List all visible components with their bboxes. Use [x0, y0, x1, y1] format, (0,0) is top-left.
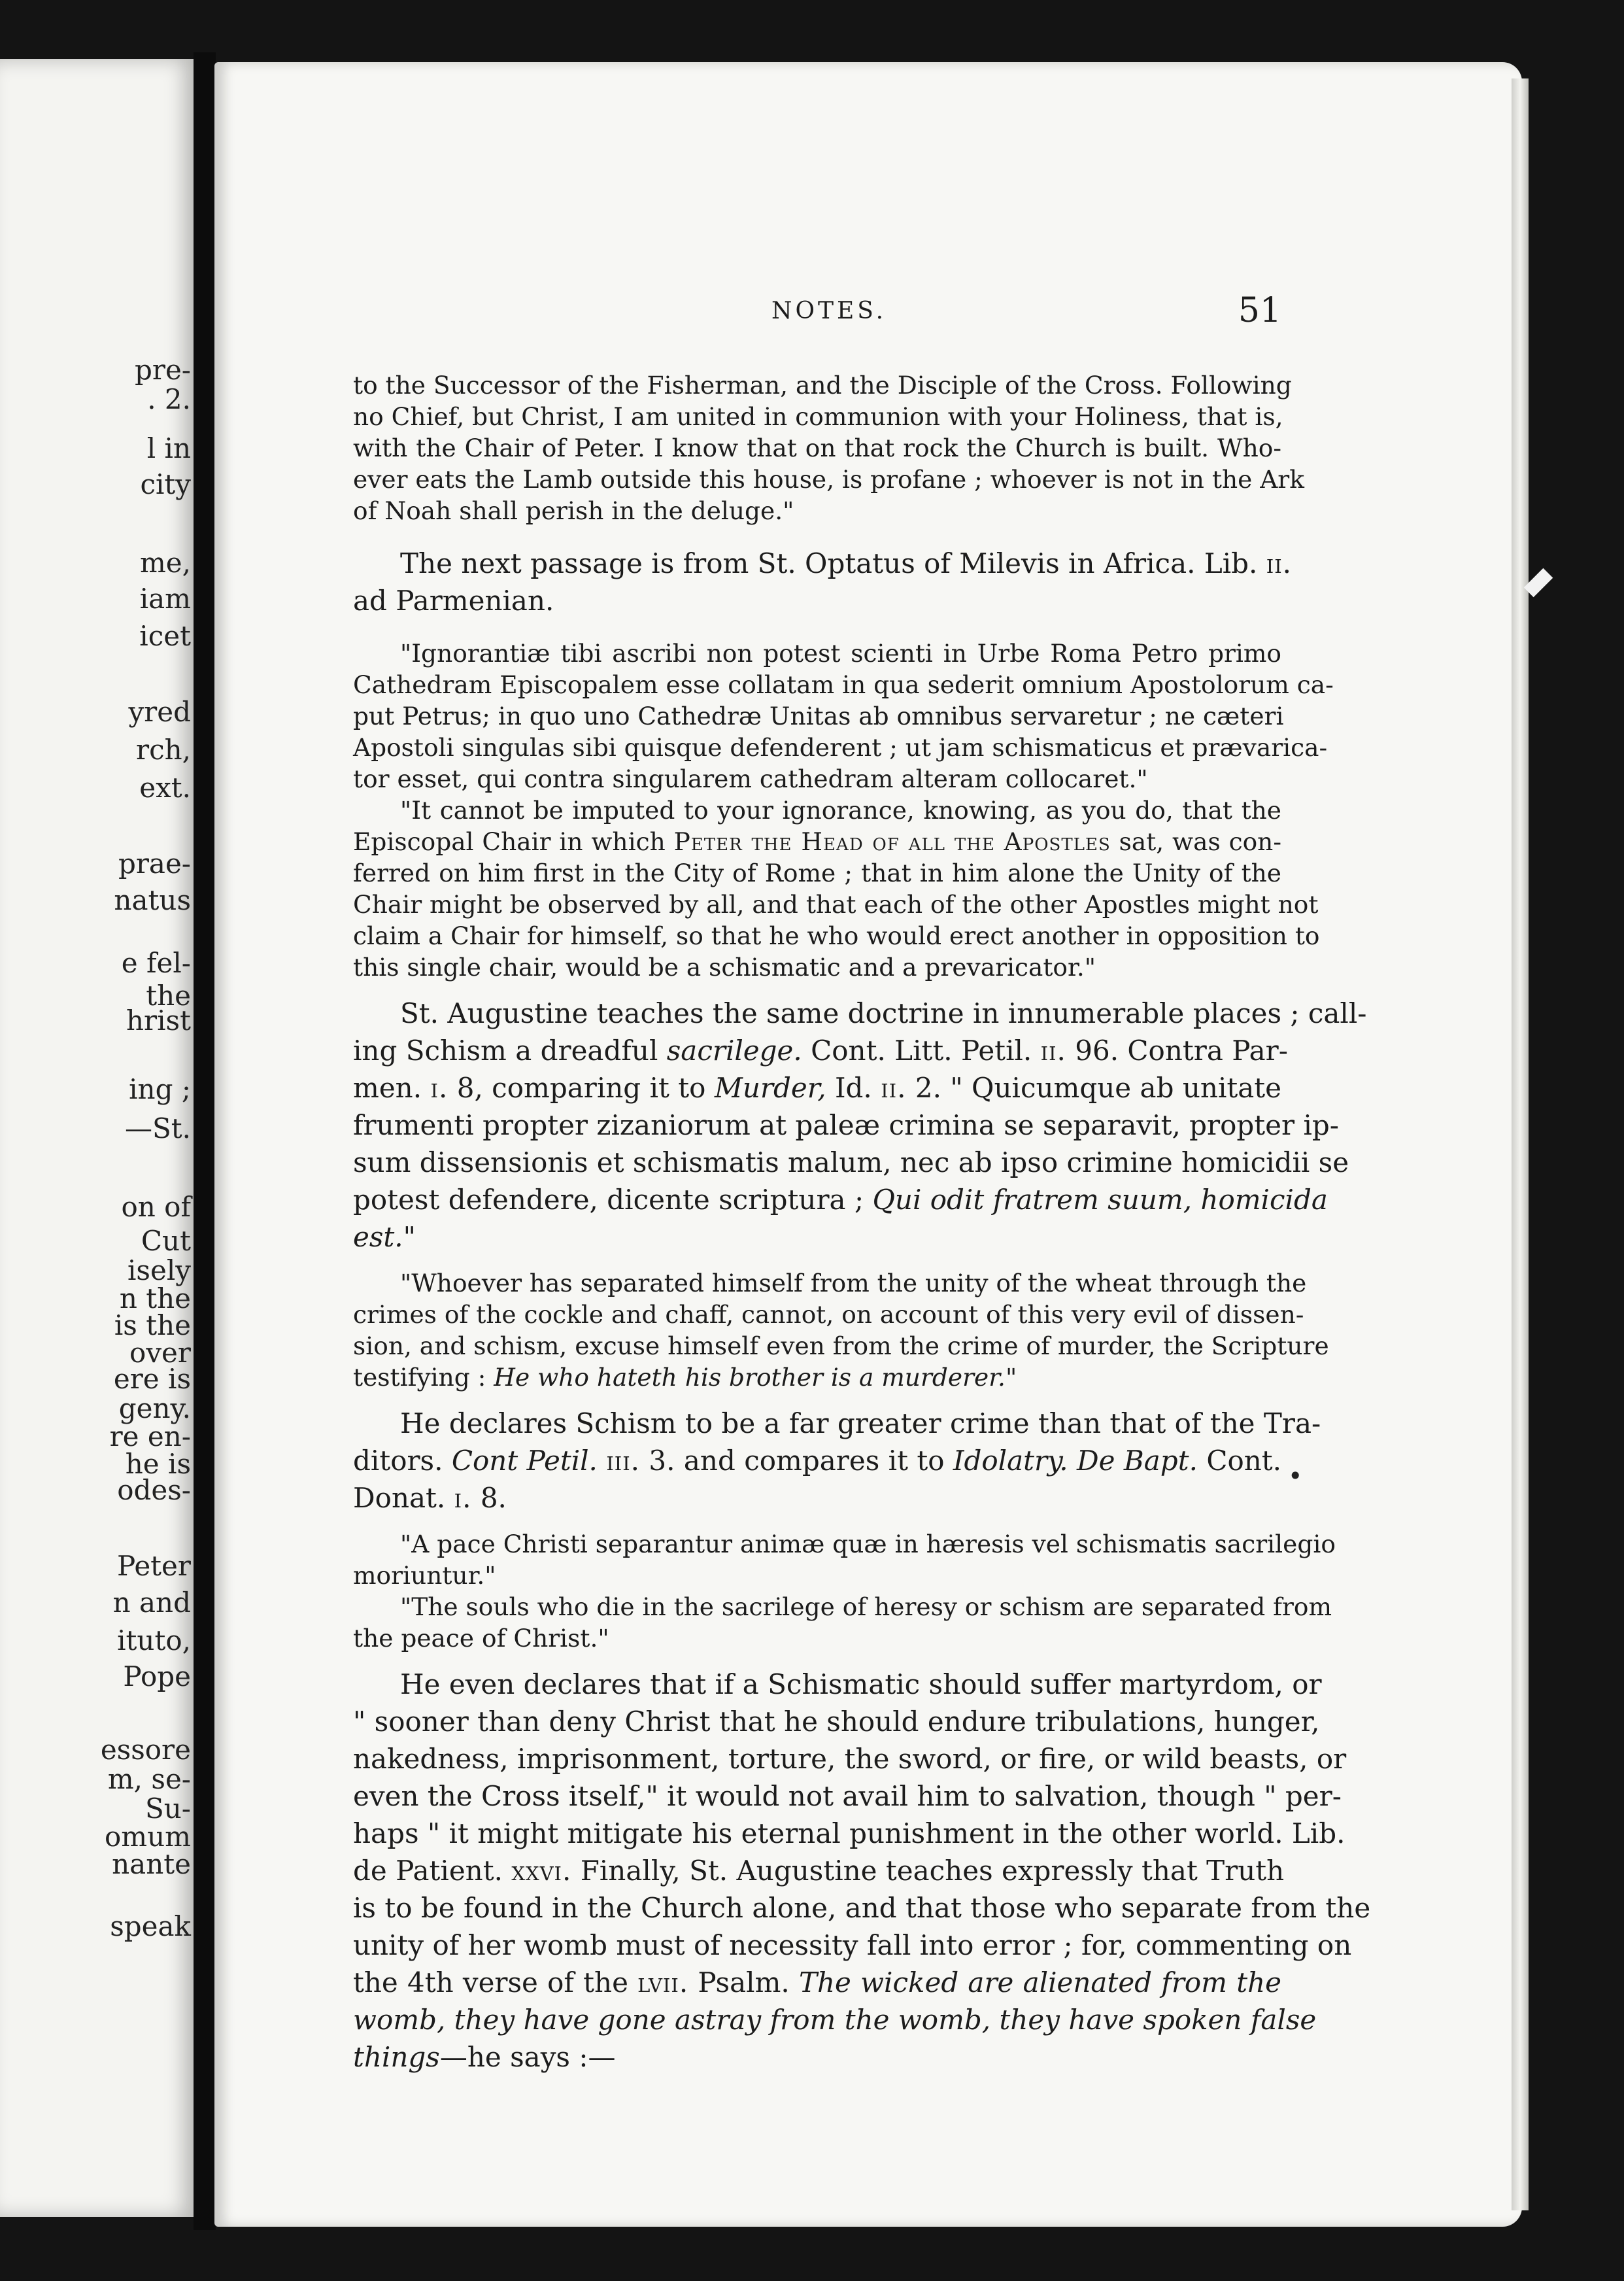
text-line: "The souls who die in the sacrilege of heresy or schism are separated from — [400, 1592, 1332, 1621]
english-translation-augustine — [353, 1267, 1329, 1393]
left-page-text-fragment: m, se- — [107, 1763, 191, 1795]
text-line: men. i. 8, comparing it to Murder, Id. ii. 2. " Quicumque ab unitate — [353, 1072, 1282, 1104]
text-line: unity of her womb must of necessity fall into error ; for, commenting on — [353, 1929, 1352, 1961]
left-page-text-fragment: yred — [128, 696, 191, 728]
text-line: The next passage is from St. Optatus of Milevis in Africa. Lib. ii. — [400, 547, 1292, 579]
left-page-text-fragment: prae- — [118, 848, 191, 880]
left-page-text-fragment: l in — [146, 432, 191, 464]
text-line: "Ignorantiæ tibi ascribi non potest scienti in Urbe Roma Petro primo — [400, 639, 1281, 668]
left-page-text-fragment: me, — [139, 547, 191, 579]
header-title: NOTES. — [771, 298, 887, 324]
left-page-text-fragment: ituto, — [117, 1624, 191, 1656]
text-line: of Noah shall perish in the deluge." — [353, 496, 794, 525]
text-line: Episcopal Chair in which Peter the Head of all the Apostles sat, was con- — [353, 827, 1281, 856]
book-gutter — [194, 52, 216, 2230]
paragraph-augustine — [353, 995, 1367, 1256]
paragraph-continued-quote — [353, 369, 1304, 526]
paragraph-traditors — [353, 1405, 1321, 1517]
text-line: claim a Chair for himself, so that he who would erect another in opposition to — [353, 921, 1320, 950]
left-page-text-fragment: Su- — [144, 1792, 191, 1825]
text-line: He declares Schism to be a far greater crime than that of the Tra- — [400, 1407, 1321, 1439]
left-page-text-fragment: n and — [112, 1586, 191, 1619]
text-line: with the Chair of Peter. I know that on that rock the Church is built. Who- — [353, 434, 1281, 462]
text-line: frumenti propter zizaniorum at paleæ crimina se separavit, propter ip- — [353, 1109, 1339, 1141]
text-line: the 4th verse of the lvii. Psalm. The wicked are alienated from the — [353, 1966, 1281, 1998]
left-page-text-fragment: speak — [110, 1910, 191, 1942]
text-line: " sooner than deny Christ that he should endure tribulations, hunger, — [353, 1706, 1320, 1738]
left-page-text-fragment: natus — [114, 884, 191, 916]
left-page-text-fragment: pre- — [134, 354, 191, 386]
left-page-text-fragment: ext. — [139, 772, 191, 804]
text-line: things—he says :— — [353, 2041, 616, 2073]
text-line: put Petrus; in quo uno Cathedræ Unitas ab omnibus servaretur ; ne cæteri — [353, 702, 1284, 730]
left-page-text-fragment: geny. — [118, 1392, 191, 1424]
left-page-text-fragment: Pope — [123, 1660, 191, 1692]
text-line: Cathedram Episcopalem esse collatam in qua sederit omnium Apostolorum ca- — [353, 670, 1334, 699]
latin-quote-optatus — [353, 638, 1334, 795]
running-head — [353, 291, 1281, 343]
left-page-text-fragment: nante — [112, 1848, 191, 1880]
english-translation-de-bapt — [353, 1591, 1332, 1654]
page-number: 51 — [1238, 291, 1281, 330]
left-page-text-fragment: ing ; — [129, 1073, 191, 1105]
left-page-text-fragment: Cut — [141, 1225, 191, 1257]
left-page-text-fragment: n the — [119, 1282, 191, 1314]
text-line: sion, and schism, excuse himself even from the crime of murder, the Scripture — [353, 1331, 1329, 1360]
left-page-text-fragment: ere is — [113, 1363, 191, 1395]
text-line: Apostoli singulas sibi quisque defenderent ; ut jam schismaticus et prævarica- — [353, 733, 1328, 762]
text-line: ditors. Cont Petil. iii. 3. and compares it to Idolatry. De Bapt. Cont. — [353, 1445, 1282, 1477]
left-page-text-fragment: essore — [100, 1734, 191, 1766]
text-line: sum dissensionis et schismatis malum, nec ab ipso crimine homicidii se — [353, 1146, 1349, 1178]
text-line: crimes of the cockle and chaff, cannot, on account of this very evil of dissen- — [353, 1300, 1304, 1329]
left-page-text-fragment: the — [146, 980, 191, 1012]
text-line: moriuntur." — [353, 1561, 496, 1590]
page-right-edge — [1512, 78, 1529, 2210]
text-line: "A pace Christi separantur animæ quæ in hæresis vel schismatis sacrilegio — [400, 1530, 1336, 1558]
text-line: ever eats the Lamb outside this house, is profane ; whoever is not in the Ark — [353, 465, 1304, 494]
text-line: even the Cross itself," it would not avail him to salvation, though " per- — [353, 1780, 1342, 1812]
left-page-text-fragment: is the — [114, 1309, 191, 1341]
text-line: ferred on him first in the City of Rome ; that in him alone the Unity of the — [353, 859, 1281, 887]
text-line: Chair might be observed by all, and that each of the other Apostles might not — [353, 890, 1319, 919]
text-line: no Chief, but Christ, I am united in communion with your Holiness, that is, — [353, 402, 1283, 431]
paragraph-optatus — [353, 545, 1292, 619]
left-page-text-fragment: city — [140, 468, 191, 500]
left-page-text-fragment: isely — [127, 1254, 191, 1286]
text-line: nakedness, imprisonment, torture, the sword, or fire, or wild beasts, or — [353, 1743, 1347, 1775]
left-page-text-fragment: he is — [125, 1448, 191, 1480]
text-line: "Whoever has separated himself from the unity of the wheat through the — [400, 1269, 1307, 1297]
text-line: potest defendere, dicente scriptura ; Qui odit fratrem suum, homicida — [353, 1184, 1328, 1216]
text-line: haps " it might mitigate his eternal punishment in the other world. Lib. — [353, 1817, 1345, 1849]
left-page-text-fragment: icet — [139, 620, 191, 652]
left-page-text-fragment: on of — [121, 1191, 191, 1223]
text-line: ing Schism a dreadful sacrilege. Cont. Litt. Petil. ii. 96. Contra Par- — [353, 1035, 1288, 1067]
left-page-text-fragment: hrist — [126, 1004, 191, 1037]
text-line: tor esset, qui contra singularem cathedram alteram collocaret." — [353, 764, 1148, 793]
text-line: the peace of Christ." — [353, 1624, 609, 1653]
previous-page-edge — [0, 59, 196, 2217]
text-line: "It cannot be imputed to your ignorance, knowing, as you do, that the — [400, 796, 1281, 825]
left-page-text-fragment: re en- — [109, 1420, 191, 1452]
text-line: ad Parmenian. — [353, 585, 554, 617]
left-page-text-fragment: Peter — [116, 1550, 191, 1582]
paragraph-martyrdom — [353, 1666, 1371, 2076]
text-line: Donat. i. 8. — [353, 1482, 507, 1514]
text-line: est." — [353, 1221, 416, 1253]
left-page-text-fragment: rch, — [136, 734, 191, 766]
stray-mark: • — [1288, 1462, 1303, 1490]
text-line: St. Augustine teaches the same doctrine in innumerable places ; call- — [400, 997, 1367, 1029]
left-page-text-fragment: odes- — [117, 1474, 191, 1506]
left-page-text-fragment: over — [129, 1337, 191, 1369]
text-line: womb, they have gone astray from the womb, they have spoken false — [353, 2004, 1317, 2036]
text-line: to the Successor of the Fisherman, and the Disciple of the Cross. Following — [353, 371, 1292, 400]
text-line: He even declares that if a Schismatic should suffer martyrdom, or — [400, 1668, 1322, 1700]
left-page-text-fragment: —St. — [124, 1112, 191, 1144]
english-translation-optatus — [353, 795, 1320, 983]
text-line: de Patient. xxvi. Finally, St. Augustine teaches expressly that Truth — [353, 1855, 1285, 1887]
left-page-text-fragment: e fel- — [121, 947, 191, 979]
left-page-text-fragment: iam — [139, 583, 191, 615]
left-page-text-fragment: omum — [105, 1821, 191, 1853]
page-body — [353, 369, 1371, 2076]
text-line: this single chair, would be a schismatic and a prevaricator." — [353, 953, 1096, 982]
left-page-text-fragment: . 2. — [147, 383, 191, 415]
text-line: testifying : He who hateth his brother is a murderer." — [353, 1363, 1017, 1392]
text-line: is to be found in the Church alone, and that those who separate from the — [353, 1892, 1371, 1924]
latin-quote-de-bapt — [353, 1528, 1336, 1591]
